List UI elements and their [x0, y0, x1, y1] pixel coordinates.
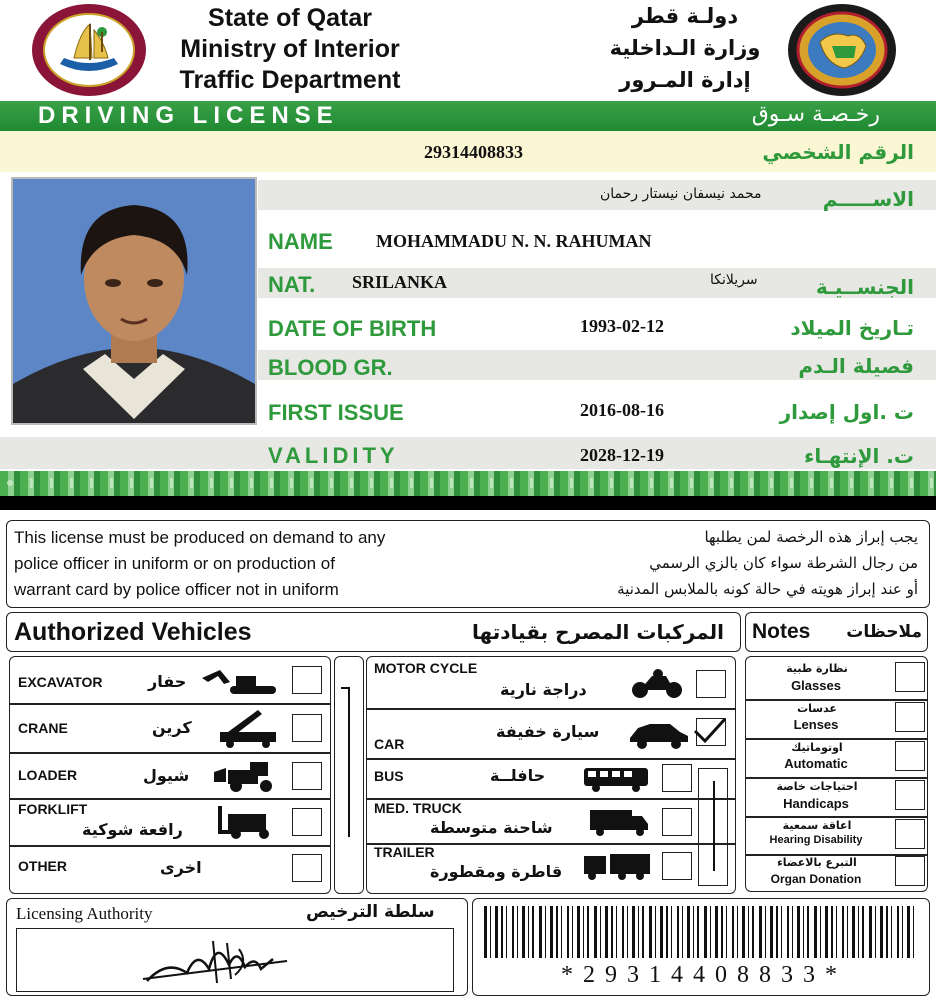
- bus-icon: [582, 766, 650, 794]
- vehicle-medtruck-label-ar: شاحنة متوسطة: [430, 818, 553, 837]
- nat-value-ar: سريلانكا: [710, 272, 758, 288]
- other-checkbox[interactable]: [292, 854, 322, 882]
- vehicle-crane-label: CRANE: [18, 720, 68, 736]
- element: [348, 687, 350, 837]
- note-hearing-ar: اعاقة سمعية: [782, 819, 852, 832]
- bracket-column: [334, 656, 364, 894]
- gcc-emblem-icon: [786, 2, 898, 98]
- header-ministry-ar: وزارة الـداخلية: [609, 36, 761, 60]
- ornament-pattern: [0, 478, 936, 488]
- note-glasses: Glasses: [791, 678, 841, 693]
- element: [713, 781, 715, 871]
- note-organ-ar: التبرع بالاعضاء: [777, 856, 857, 869]
- notes-title-ar: ملاحظات: [846, 622, 922, 642]
- blood-label: BLOOD GR.: [268, 355, 393, 380]
- license-front: [0, 0, 936, 496]
- vehicle-excavator-label-ar: حفار: [148, 672, 187, 691]
- vehicle-medtruck-label: MED. TRUCK: [374, 800, 462, 816]
- note-handicaps-ar: احتياجات خاصة: [776, 780, 858, 793]
- vehicle-trailer-label: TRAILER: [374, 844, 435, 860]
- authorized-title: Authorized Vehicles: [14, 618, 252, 646]
- validity-label: VALIDITY: [268, 443, 399, 468]
- first-issue-label: FIRST ISSUE: [268, 400, 404, 425]
- notice-en-line3: warrant card by police officer not in uniform: [14, 580, 339, 599]
- name-value: MOHAMMADU N. N. RAHUMAN: [376, 231, 652, 251]
- header-department-ar: إدارة المـرور: [619, 68, 751, 92]
- band-title: DRIVING LICENSE: [38, 102, 339, 129]
- handicaps-checkbox[interactable]: [895, 780, 925, 810]
- barcode-icon: [482, 906, 918, 958]
- signature-icon: [17, 929, 451, 989]
- vehicle-other-label-ar: اخرى: [160, 858, 202, 877]
- check-mark-icon: [691, 715, 727, 745]
- vehicle-forklift-label: FORKLIFT: [18, 801, 88, 817]
- divider: [9, 752, 331, 754]
- motorcycle-icon: [630, 668, 684, 700]
- element: [341, 687, 350, 689]
- vehicle-other-label: OTHER: [18, 858, 67, 874]
- first-issue-label-ar: ت .اول إصدار: [779, 400, 914, 424]
- header-state: State of Qatar: [208, 4, 372, 32]
- note-handicaps: Handicaps: [783, 796, 849, 811]
- name-label: NAME: [268, 229, 333, 254]
- vehicle-loader-label: LOADER: [18, 767, 78, 783]
- divider: [745, 699, 928, 701]
- blood-label-ar: فصيلة الـدم: [798, 354, 914, 378]
- vehicle-motorcycle-label: MOTOR CYCLE: [374, 660, 478, 676]
- header-ministry: Ministry of Interior: [180, 35, 400, 63]
- organ-checkbox[interactable]: [895, 856, 925, 886]
- excavator-checkbox[interactable]: [292, 666, 322, 694]
- personal-no-value: 29314408833: [424, 142, 523, 162]
- automatic-checkbox[interactable]: [895, 741, 925, 771]
- vehicle-excavator-label: EXCAVATOR: [18, 674, 103, 690]
- forklift-checkbox[interactable]: [292, 808, 322, 836]
- dob-value: 1993-02-12: [580, 316, 664, 336]
- vehicle-trailer-label-ar: قاطرة ومقطورة: [430, 862, 563, 881]
- bracket-right: [698, 768, 728, 886]
- vehicle-bus-label: BUS: [374, 768, 404, 784]
- crane-checkbox[interactable]: [292, 714, 322, 742]
- note-lenses: Lenses: [793, 717, 839, 732]
- notice-ar-line2: من رجال الشرطة سواء كان بالزي الرسمي: [649, 554, 918, 572]
- divider: [9, 703, 331, 705]
- validity-label-ar: ت. الإنتهـاء: [804, 444, 914, 468]
- holder-photo: [11, 177, 257, 425]
- crane-truck-icon: [218, 708, 280, 748]
- divider: [9, 845, 331, 847]
- note-automatic: Automatic: [784, 756, 848, 771]
- vehicle-car-label-ar: سيارة خفيفة: [496, 722, 600, 741]
- vehicle-car-label: CAR: [374, 736, 405, 752]
- note-hearing: Hearing Disability: [769, 834, 863, 846]
- note-glasses-ar: نظارة طبية: [786, 662, 848, 675]
- vehicle-motorcycle-label-ar: دراجة نارية: [500, 680, 587, 699]
- forklift-icon: [216, 804, 280, 840]
- first-issue-value: 2016-08-16: [580, 400, 664, 420]
- glasses-checkbox[interactable]: [895, 662, 925, 692]
- header-state-ar: دولـة قطر: [631, 4, 739, 28]
- hearing-checkbox[interactable]: [895, 819, 925, 849]
- vehicle-crane-label-ar: كرين: [152, 718, 192, 737]
- authority-label-ar: سلطة الترخيص: [306, 902, 435, 922]
- dob-label: DATE OF BIRTH: [268, 316, 437, 341]
- barcode-text: * 2 9 3 1 4 4 0 8 8 3 3 *: [561, 962, 839, 988]
- note-automatic-ar: اوتوماتيك: [791, 741, 843, 754]
- divider: [9, 798, 331, 800]
- header-department: Traffic Department: [179, 66, 401, 94]
- divider: [745, 816, 928, 818]
- divider: [745, 738, 928, 740]
- trailer-checkbox[interactable]: [662, 852, 692, 880]
- notes-title: Notes: [752, 620, 811, 643]
- dob-label-ar: تـاريخ الميلاد: [790, 316, 914, 340]
- license-back: [0, 510, 936, 1000]
- vehicle-bus-label-ar: حافلــة: [490, 766, 546, 785]
- nat-label-ar: الجنســيـة: [815, 275, 914, 299]
- medtruck-checkbox[interactable]: [662, 808, 692, 836]
- notice-ar-line1: يجب إبراز هذه الرخصة لمن يطلبها: [704, 528, 918, 546]
- loader-icon: [212, 760, 280, 792]
- vehicle-forklift-label-ar: رافعة شوكية: [82, 820, 183, 839]
- name-label-ar: الاســـــم: [822, 187, 914, 211]
- band-title-ar: رخـصـة سـوق: [751, 102, 880, 127]
- vehicle-loader-label-ar: شيول: [143, 766, 190, 785]
- truck-icon: [588, 808, 650, 838]
- divider: [366, 758, 736, 760]
- notice-ar-line3: أو عند إبراز هويته في حالة كونه بالملابس المدنية: [617, 580, 918, 598]
- bus-checkbox[interactable]: [662, 764, 692, 792]
- car-icon: [628, 720, 690, 750]
- trailer-icon: [582, 852, 652, 882]
- notice-en-line2: police officer in uniform or on production of: [14, 554, 335, 573]
- divider: [366, 708, 736, 710]
- nat-label: NAT.: [268, 272, 316, 297]
- lenses-checkbox[interactable]: [895, 702, 925, 732]
- car-checkbox[interactable]: [696, 718, 726, 746]
- nat-value: SRILANKA: [352, 272, 448, 292]
- divider: [745, 777, 928, 779]
- personal-no-label-ar: الرقم الشخصي: [762, 140, 914, 164]
- loader-checkbox[interactable]: [292, 762, 322, 790]
- signature-area: [16, 928, 454, 992]
- card-divider: [0, 496, 936, 510]
- name-value-ar: محمد نيسفان نيستار رحمان: [600, 186, 762, 202]
- validity-value: 2028-12-19: [580, 445, 664, 465]
- authorized-title-ar: المركبات المصرح بقيادتها: [472, 620, 724, 644]
- excavator-icon: [200, 668, 280, 698]
- notice-en-line1: This license must be produced on demand to any: [14, 528, 386, 547]
- moi-emblem-icon: [30, 2, 148, 98]
- motorcycle-checkbox[interactable]: [696, 670, 726, 698]
- authority-label: Licensing Authority: [16, 904, 153, 923]
- stripe: [0, 437, 936, 469]
- note-lenses-ar: عدسات: [797, 702, 837, 715]
- note-organ: Organ Donation: [770, 872, 862, 886]
